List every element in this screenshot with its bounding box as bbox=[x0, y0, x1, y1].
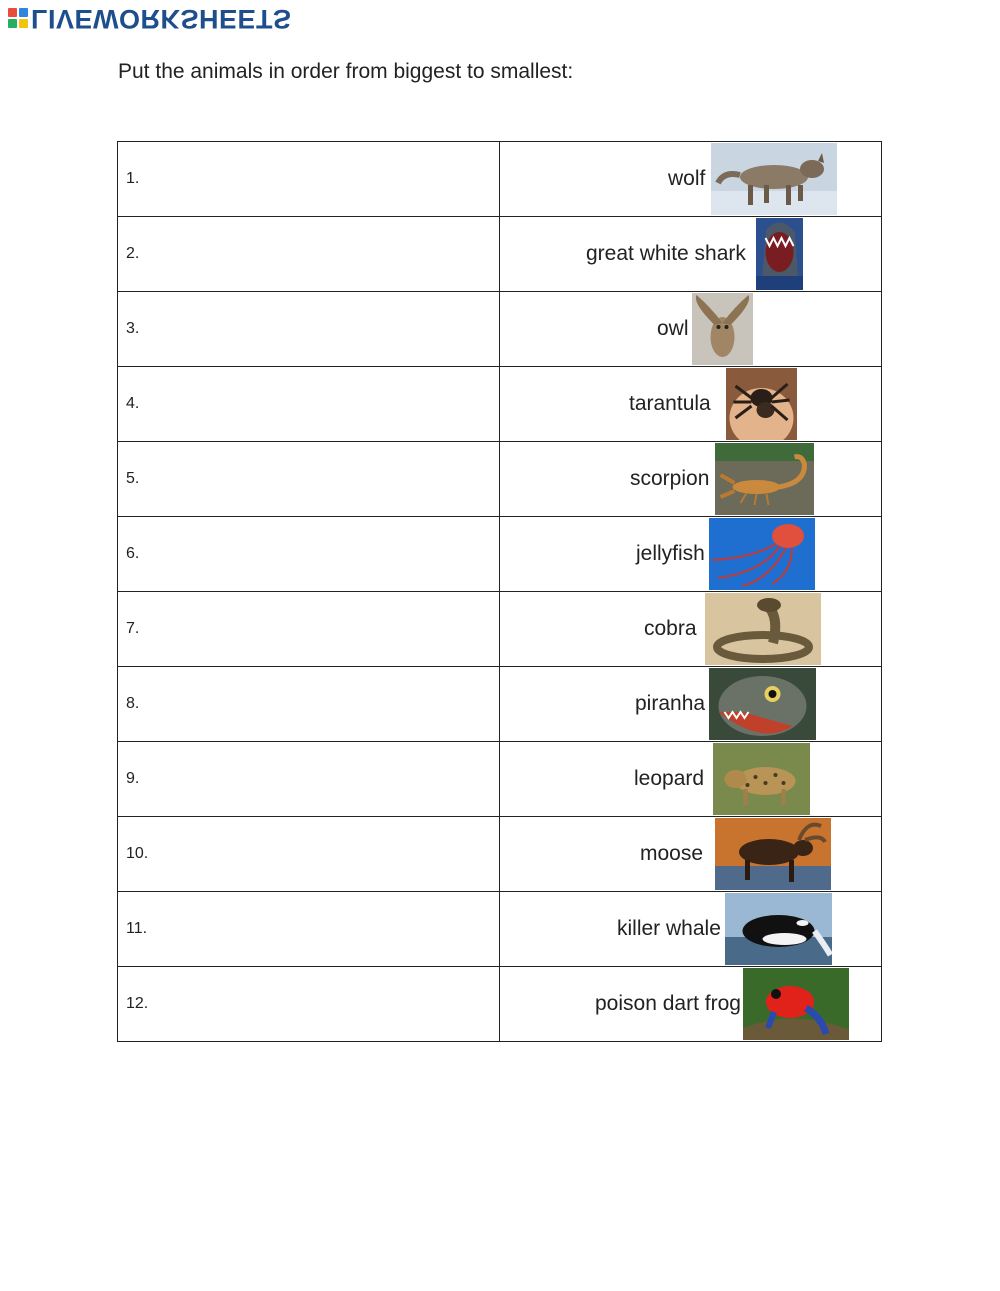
row-number: 2. bbox=[126, 245, 140, 262]
cobra-photo bbox=[705, 593, 821, 665]
row-number: 5. bbox=[126, 470, 140, 487]
row-number: 12. bbox=[126, 995, 149, 1012]
piranha-photo bbox=[709, 668, 816, 740]
animal-cell bbox=[500, 667, 882, 742]
killer-whale-photo bbox=[725, 893, 832, 965]
great-white-shark-photo bbox=[756, 218, 803, 290]
answer-cell[interactable] bbox=[118, 142, 500, 217]
animal-cell bbox=[500, 517, 882, 592]
table-row bbox=[118, 142, 882, 217]
instruction-text: Put the animals in order from biggest to smallest: bbox=[118, 60, 574, 83]
answer-cell[interactable] bbox=[118, 442, 500, 517]
animal-cell bbox=[500, 367, 882, 442]
row-number: 7. bbox=[126, 620, 140, 637]
leopard-photo bbox=[713, 743, 810, 815]
moose-photo bbox=[715, 818, 831, 890]
animal-cell bbox=[500, 217, 882, 292]
row-number: 1. bbox=[126, 170, 140, 187]
animal-cell bbox=[500, 292, 882, 367]
animal-name: moose bbox=[640, 842, 704, 865]
row-number: 3. bbox=[126, 320, 140, 337]
answer-cell[interactable] bbox=[118, 742, 500, 817]
animal-cell bbox=[500, 967, 882, 1042]
table-row bbox=[118, 592, 882, 667]
table-row bbox=[118, 292, 882, 367]
table-row bbox=[118, 667, 882, 742]
logo-text: LIVEWORKSHEETS bbox=[31, 3, 292, 34]
tarantula-photo bbox=[726, 368, 797, 440]
animal-cell bbox=[500, 892, 882, 967]
liveworksheets-logo bbox=[8, 4, 292, 32]
animal-cell bbox=[500, 742, 882, 817]
row-number: 6. bbox=[126, 545, 140, 562]
table-row bbox=[118, 892, 882, 967]
animal-cell bbox=[500, 142, 882, 217]
answer-cell[interactable] bbox=[118, 892, 500, 967]
row-number: 8. bbox=[126, 695, 140, 712]
animal-name: owl bbox=[657, 317, 689, 340]
logo-cube bbox=[19, 8, 28, 17]
animal-name: tarantula bbox=[629, 392, 711, 415]
table-row bbox=[118, 817, 882, 892]
answer-cell[interactable] bbox=[118, 817, 500, 892]
logo-cube bbox=[8, 19, 17, 28]
table-row bbox=[118, 517, 882, 592]
answer-cell[interactable] bbox=[118, 667, 500, 742]
table-row bbox=[118, 442, 882, 517]
jellyfish-photo bbox=[709, 518, 815, 590]
answer-table bbox=[117, 141, 882, 1042]
wolf-photo bbox=[711, 143, 837, 215]
table-row bbox=[118, 367, 882, 442]
animal-name: poison dart frog bbox=[595, 992, 741, 1015]
row-number: 11. bbox=[126, 920, 148, 937]
answer-cell[interactable] bbox=[118, 217, 500, 292]
animal-name: wolf bbox=[668, 167, 706, 190]
animal-name: leopard bbox=[634, 767, 705, 790]
answer-cell[interactable] bbox=[118, 517, 500, 592]
scorpion-photo bbox=[715, 443, 814, 515]
answer-cell[interactable] bbox=[118, 967, 500, 1042]
owl-photo bbox=[692, 293, 753, 365]
row-number: 9. bbox=[126, 770, 140, 787]
animal-name: cobra bbox=[644, 617, 697, 640]
answer-cell[interactable] bbox=[118, 292, 500, 367]
answer-cell[interactable] bbox=[118, 592, 500, 667]
logo-cube bbox=[19, 19, 28, 28]
animal-name: piranha bbox=[635, 692, 706, 715]
table-row bbox=[118, 742, 882, 817]
animal-cell bbox=[500, 817, 882, 892]
logo-cube bbox=[8, 8, 17, 17]
answer-cell[interactable] bbox=[118, 367, 500, 442]
animal-name: great white shark bbox=[586, 242, 746, 265]
table-row bbox=[118, 967, 882, 1042]
row-number: 10. bbox=[126, 845, 149, 862]
animal-name: jellyfish bbox=[636, 542, 705, 565]
table-row bbox=[118, 217, 882, 292]
animal-cell bbox=[500, 592, 882, 667]
logo-cubes-icon bbox=[8, 8, 28, 28]
animal-cell bbox=[500, 442, 882, 517]
animal-name: scorpion bbox=[630, 467, 710, 490]
animal-name: killer whale bbox=[617, 917, 721, 940]
row-number: 4. bbox=[126, 395, 140, 412]
poison-dart-frog-photo bbox=[743, 968, 849, 1040]
